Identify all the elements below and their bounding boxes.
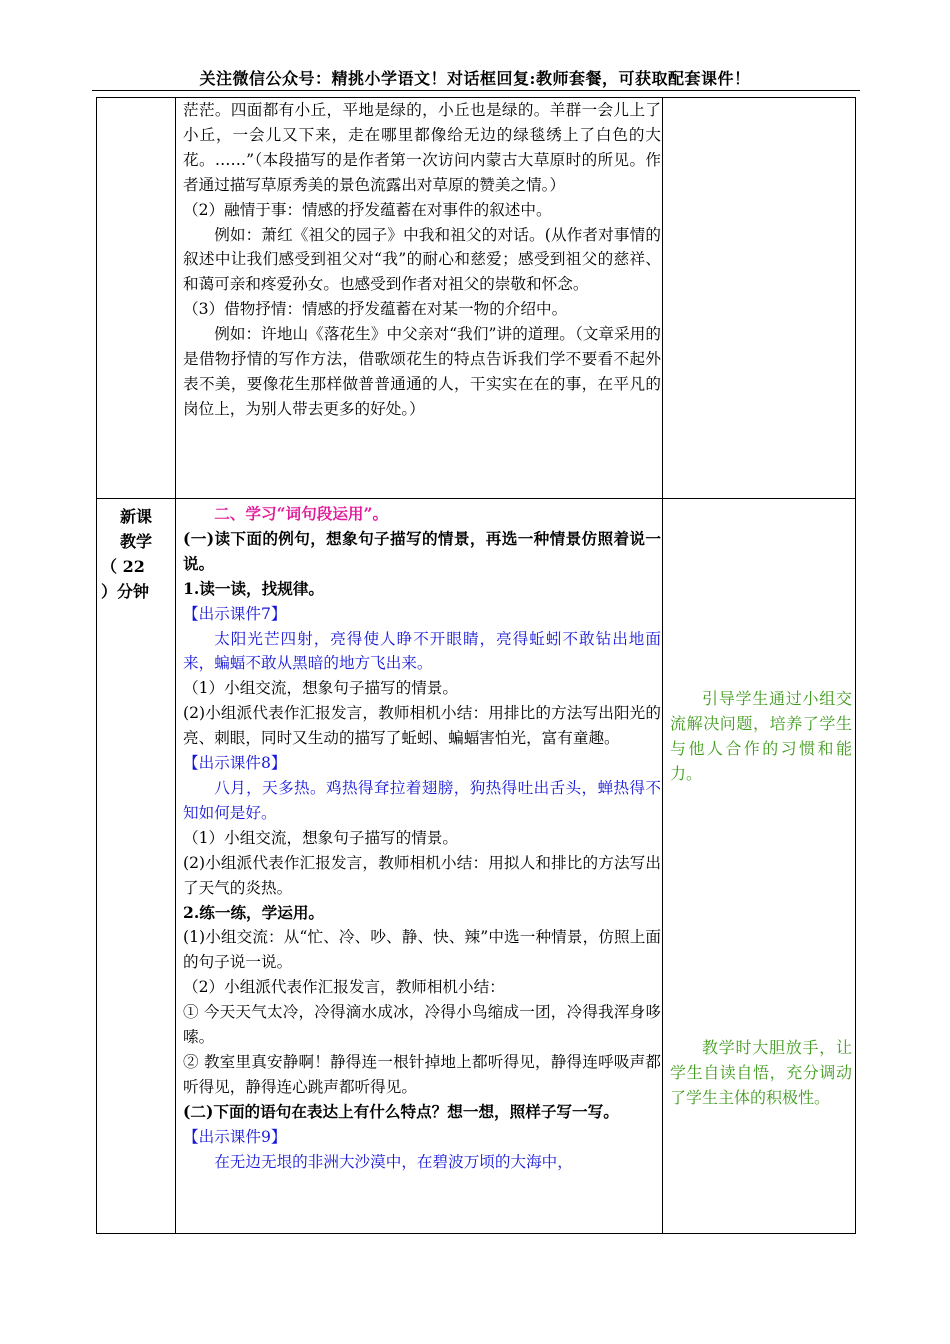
example-sentence-2: 八月，天多热。鸡热得耷拉着翅膀，狗热得吐出舌头，蝉热得不知如何是好。: [183, 778, 661, 822]
courseware-8: 【出示课件8】: [183, 754, 287, 773]
section-label-line-4: ）分钟: [101, 582, 150, 601]
section-label-line-1: 新课: [119, 507, 152, 526]
teaching-note-1: [670, 686, 852, 786]
sample-sentence-1: ① 今天天气太冷，冷得滴水成冰，冷得小鸟缩成一团，冷得我浑身哆嗦。: [183, 1003, 661, 1047]
example2-item-2: (2)小组派代表作汇报发言，教师相机小结：用拟人和排比的方法写出了天气的炎热。: [183, 853, 661, 897]
column-divider-1: [175, 98, 176, 1233]
lower-content-cell: [183, 502, 661, 1174]
courseware-7: 【出示课件7】: [183, 604, 287, 623]
step2-title: 2.练一练，学运用。: [183, 902, 325, 922]
part2-title: (二)下面的语句在表达上有什么特点？想一想，照样子写一写。: [183, 1101, 619, 1121]
section-label-line-2: 教学: [119, 532, 152, 551]
teaching-note-2-text: 教学时大胆放手，让学生自读自悟，充分调动了学生主体的积极性。: [670, 1038, 852, 1107]
example2-item-1: （1）小组交流，想象句子描写的情景。: [183, 828, 459, 847]
sample-sentence-2: ② 教室里真安静啊！静得连一根针掉地上都听得见，静得连呼吸声都听得见，静得连心跳声都听得见。: [183, 1052, 661, 1096]
teaching-note-2: [670, 1035, 852, 1110]
column-divider-2: [662, 98, 663, 1233]
upper-paragraph-5: 例如：许地山《落花生》中父亲对“我们”讲的道理。（文章采用的是借物抒情的写作方法，借歌颂花生的特点告诉我们学不要看不起外表不美，要像花生那样做普普通通的人，干实实在在的事，在平凡的岗位上，为别人带去更多的好处。）: [183, 325, 661, 418]
upper-paragraph-3: 例如：萧红《祖父的园子》中我和祖父的对话。(从作者对事情的叙述中让我们感受到祖父对“我”的耐心和慈爱；感受到祖父的慈祥、和蔼可亲和疼爱孙女。也感受到作者对祖父的崇敬和怀念。: [183, 225, 661, 294]
practice-item-2: （2）小组派代表作汇报发言，教师相机小结：: [183, 978, 505, 997]
teaching-note-1-text: 引导学生通过小组交流解决问题，培养了学生与他人合作的习惯和能力。: [670, 689, 852, 783]
section-label-cell: [97, 504, 175, 604]
step1-title: 1.读一读，找规律。: [183, 578, 325, 598]
section-heading: 二、学习“词句段运用”。: [214, 504, 389, 523]
page-header: 关注微信公众号：精挑小学语文！对话框回复:教师套餐，可获取配套课件！: [199, 69, 751, 88]
upper-paragraph-1: 茫茫。四面都有小丘，平地是绿的，小丘也是绿的。羊群一会儿上了小丘，一会儿又下来，走在哪里都像给无边的绿毯绣上了白色的大花。……”（本段描写的是作者第一次访问内蒙古大草原时的所见。作者通过描写草原秀美的景色流露出对草原的赞美之情。）: [183, 101, 661, 194]
example-sentence-3: 在无边无垠的非洲大沙漠中，在碧波万顷的大海中，: [214, 1152, 573, 1171]
row-divider: [97, 498, 855, 499]
example1-item-1: （1）小组交流，想象句子描写的情景。: [183, 679, 459, 698]
example-sentence-1: 太阳光芒四射，亮得使人睁不开眼睛，亮得蚯蚓不敢钻出地面来，蝙蝠不敢从黑暗的地方飞出来。: [183, 629, 661, 673]
upper-paragraph-2: （2）融情于事：情感的抒发蕴蓄在对事件的叙述中。: [183, 200, 552, 219]
lesson-table: [96, 97, 856, 1234]
example1-item-2: (2)小组派代表作汇报发言，教师相机小结：用排比的方法写出阳光的亮、刺眼，同时又生动的描写了蚯蚓、蝙蝠害怕光，富有童趣。: [183, 704, 661, 748]
upper-content-cell: [183, 98, 661, 422]
practice-item-1: (1)小组交流：从“忙、冷、吵、静、快、辣”中选一种情景，仿照上面的句子说一说。: [183, 928, 661, 972]
upper-paragraph-4: （3）借物抒情：情感的抒发蕴蓄在对某一物的介绍中。: [183, 300, 568, 319]
courseware-9: 【出示课件9】: [183, 1127, 287, 1146]
section-label-line-3: （ 22: [101, 557, 145, 576]
part1-title: (一)读下面的例句，想象句子描写的情景，再选一种情景仿照着说一说。: [183, 528, 661, 573]
header-divider: [92, 90, 860, 91]
